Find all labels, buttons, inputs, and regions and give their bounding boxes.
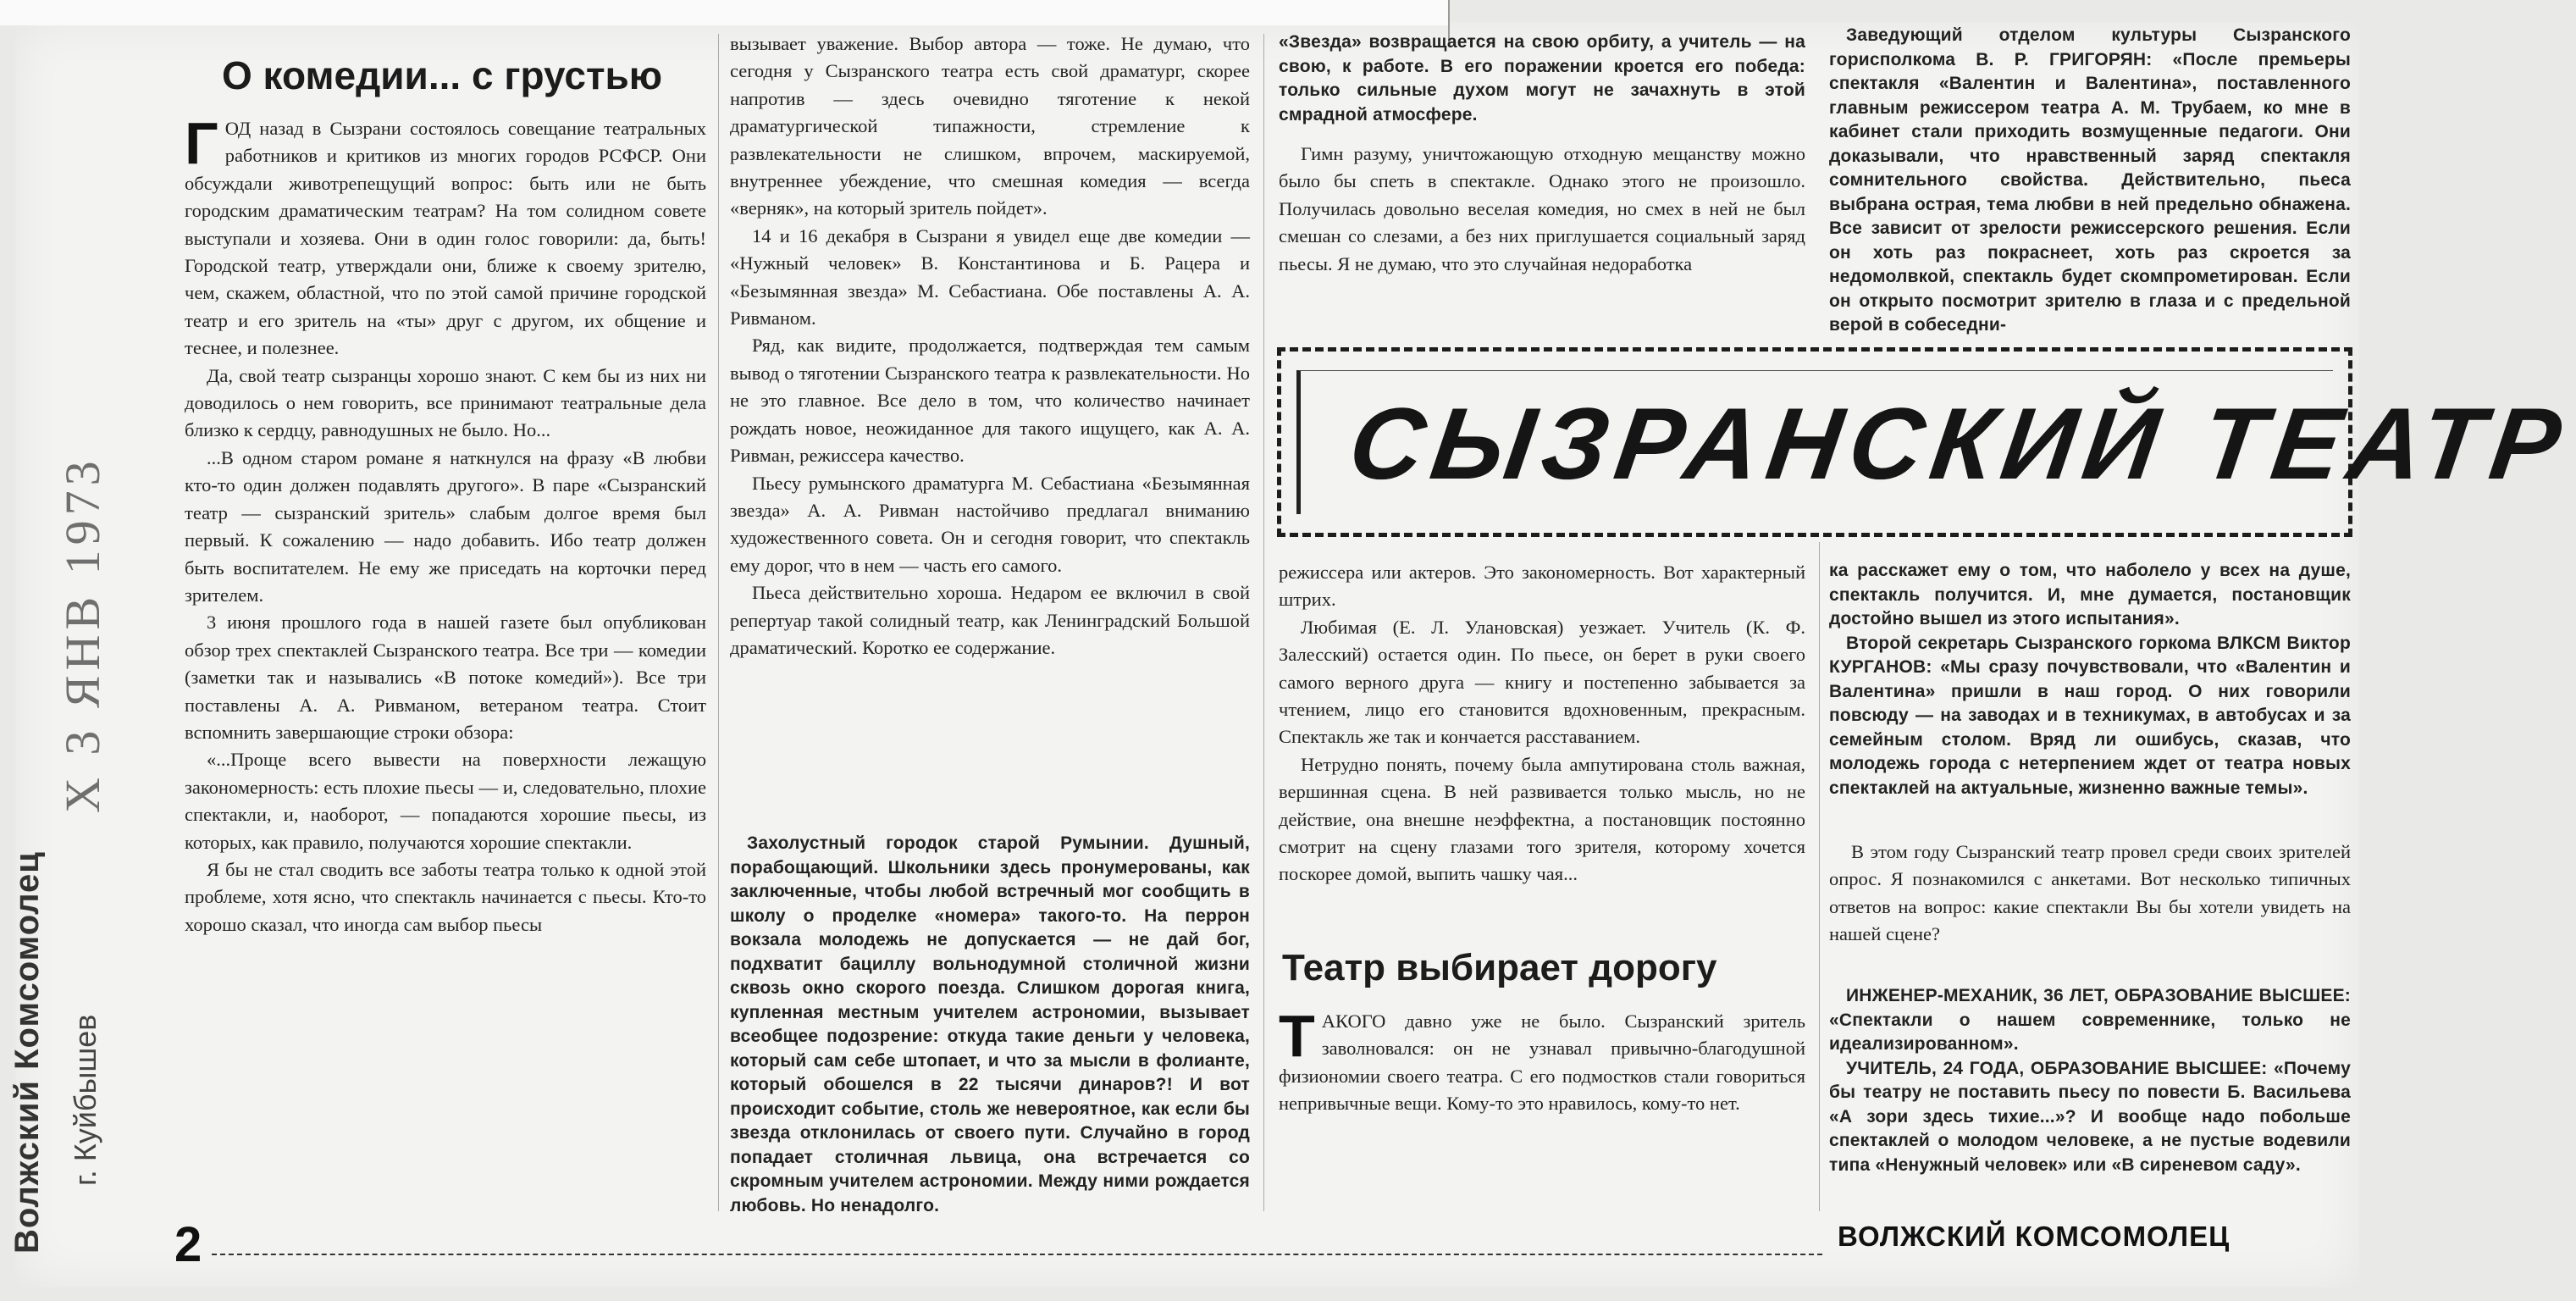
quote-kurganov: Второй секретарь Сызранского горкома ВЛКСМ Виктор КУРГАНОВ: «Мы сразу почувствовали, что «Валентин и Валентина» пришли в наш город. О них говорили повсюду — на заводах и в техникумах, в автобусах и за семейным столом. Вряд ли ошибусь, сказав, что молодежь города с нетерпением ждет от театра новых спектаклей на актуальные, жизненно важные темы».: [1829, 633, 2351, 798]
paragraph: 14 и 16 декабря в Сызрани я увидел еще две комедии — «Нужный человек» В. Константинова и Б. Рацера и «Безымянная звезда» М. Себастиана. Обе поставлены А. А. Ривманом.: [730, 224, 1250, 329]
column-3-right-article: [1279, 1003, 1805, 1118]
column-3-bottom: [1279, 559, 1805, 889]
column-divider: [1819, 542, 1820, 1211]
column-2: [730, 30, 1250, 662]
article-title-left: О комедии... с грустью: [222, 53, 663, 97]
column-4-bottom: [1829, 559, 2351, 800]
banner-title: СЫЗРАНСКИЙ ТЕАТР: [1342, 387, 2576, 501]
paragraph: Я бы не стал сводить все заботы театра только к одной этой проблеме, хотя ясно, что спектакль начинается с пьесы. Кто-то хорошо сказал, что иногда сам выбор пьесы: [185, 858, 706, 935]
drop-cap: Т: [1279, 1003, 1315, 1069]
paragraph: вызывает уважение. Выбор автора — тоже. Не думаю, что сегодня у Сызранского театра есть свой драматург, скорее напротив — здесь очевидно тяготение к некой драматургической типажности, стремление к развлекательности не слишком, впрочем, маскируемой, внутреннее убеждение, что смешная комедия — всегда «верняк», на который зритель пойдет».: [730, 33, 1250, 219]
paragraph: «Звезда» возвращается на свою орбиту, а учитель — на свою, к работе. В его поражении кроется его победа: только сильные духом могут не зачахнуть в этой смрадной атмосфере.: [1279, 32, 1805, 125]
column-4-survey-answers: [1829, 984, 2351, 1177]
page-number: 2: [174, 1217, 202, 1272]
paragraph: 3 июня прошлого года в нашей газете был опубликован обзор трех спектаклей Сызранского театра. Все три — комедии (заметки так и назывались «В потоке комедий»). Все три поставлены А. А. Ривманом, ветераном театра. Стоит вспомнить завершающие строки обзора:: [185, 612, 706, 743]
paragraph: режиссера или актеров. Это закономерность. Вот характерный штрих.: [1279, 562, 1805, 611]
column-divider: [1263, 34, 1264, 1211]
paragraph: ГОД назад в Сызрани состоялось совещание театральных работников и критиков из многих городов РСФСР. Они обсуждали животрепещущий вопрос: быть или не быть городским драматическим театрам? На том солидном совете выступали и хозяева. Они в один голос говорили: да, быть! Городской театр, утверждали они, ближе к своему зрителю, чем, скажем, областной, что по этой самой причине городской театр и его зритель на «ты» друг с другом, их общение и теснее, и полезнее.: [185, 110, 706, 359]
column-3-top: [1279, 141, 1805, 278]
column-3-top-bold: [1279, 30, 1805, 127]
column-4-survey-intro: [1829, 839, 2351, 949]
paragraph: Любимая (Е. Л. Улановская) уезжает. Учитель (К. Ф. Залесский) остается один. По пьесе, он берет в руки своего самого верного друга — книгу и постепенно забывается за чтением, лицо его становится вдохновенным, прекрасным. Спектакль же так и кончается расставанием.: [1279, 616, 1805, 748]
paragraph: ТАКОГО давно уже не было. Сызранский зритель заволновался: он не узнавал привычно-благодушной физиономии своего театра. С его подмостков стали говориться непривычные вещи. Кому-то это нравилось, кому-то нет.: [1279, 1003, 1805, 1115]
city-name-vertical: г. Куйбышев: [68, 1014, 102, 1186]
column-2-synopsis: [730, 832, 1250, 1218]
paragraph: Нетрудно понять, почему была ампутирована столь важная, вершинная сцена. В ней развивается только мысль, но не действие, она внешне неэффектна, а постановщик постоянно смотрит на сцену глазами того зрителя, которому хочется поскорее домой, выпить чашку чая...: [1279, 753, 1805, 885]
paragraph: В этом году Сызранский театр провел среди своих зрителей опрос. Я познакомился с анкетами. Вот несколько типичных ответов на вопрос: какие спектакли Вы бы хотели увидеть на нашей сцене?: [1829, 841, 2351, 945]
paragraph: Ряд, как видите, продолжается, подтверждая тем самым вывод о тяготении Сызранского театра к развлекательности. Но не это главное. Все дело в том, что количество начинает рождать новое, неожиданное для такого ищущего, как А. А. Ривман, режиссера качество.: [730, 335, 1250, 467]
column-4-top-quote: [1829, 24, 2351, 338]
paragraph: Да, свой театр сызранцы хорошо знают. С кем бы из них ни доводилось о нем говорить, все принимают театральные дела близко к сердцу, равнодушных не было. Но...: [185, 364, 706, 441]
newspaper-name-vertical: Волжский Комсомолец: [8, 851, 46, 1254]
paragraph: Гимн разуму, уничтожающую отходную мещанству можно было бы спеть в спектакле. Однако этого не произошло. Получилась довольно веселая комедия, но смех в ней не был смешан со слезами, а без них приглушается социальный заряд пьесы. Я не думаю, что это случайная недоработка: [1279, 143, 1805, 274]
paragraph: ...В одном старом романе я наткнулся на фразу «В любви кто-то один должен подавлять другого». В паре «Сызранский театр — сызранский зритель» слабым долгое время был первый. К сожалению — надо добавить. Ибо театр должен быть воспитателем. Не ему же приседать на корточки перед зрителем.: [185, 446, 706, 606]
quote-continuation: ка расскажет ему о том, что наболело у всех на душе, спектакль получится. И, мне думается, постановщик достойно вышел из этого испытания».: [1829, 561, 2351, 628]
survey-answer: УЧИТЕЛЬ, 24 ГОДА, ОБРАЗОВАНИЕ ВЫСШЕЕ: «Почему бы театру не поставить пьесу по повести Б. Васильева «А зори здесь тихие...»? И вообще надо побольше спектаклей о молодом человеке, а не пустые водевили типа «Ненужный человек» или «В сиреневом саду».: [1829, 1058, 2351, 1175]
column-1: [185, 110, 706, 938]
quote-grigoryan: Заведующий отделом культуры Сызранского горисполкома В. Р. ГРИГОРЯН: «После премьеры спектакля «Валентин и Валентина», поставленного главным режиссером театра А. М. Трубаем, ко мне в кабинет стали приходить возмущенные педагоги. Они доказывали, что нравственный заряд спектакля сомнительного свойства. Действительно, пьеса выбрана острая, тема любви в ней предельно обнажена. Все зависит от зрелости режиссерского решения. Если он хоть раз покраснеет, хоть раз скроется за недомолвкой, спектакль будет скомпрометирован. Если он открыто посмотрит зрителю в глаза и с предельной верой в собеседни-: [1829, 25, 2351, 335]
footer-rule: [212, 1254, 1822, 1255]
drop-cap: Г: [185, 110, 218, 176]
survey-answer: ИНЖЕНЕР-МЕХАНИК, 36 ЛЕТ, ОБРАЗОВАНИЕ ВЫСШЕЕ: «Спектакли о нашем современнике, только не идеализированном».: [1829, 986, 2351, 1054]
paragraph: Пьеса действительно хороша. Недаром ее включил в свой репертуар такой солидный театр, как Ленинградский Большой драматический. Коротко ее содержание.: [730, 582, 1250, 658]
column-divider: [718, 34, 719, 1211]
paragraph: «...Проще всего вывести на поверхности лежащую закономерность: есть плохие пьесы — и, следовательно, плохие спектакли, и, наоборот, — попадаются хорошие пьесы, из которых, как правило, получаются хорошие спектакли.: [185, 749, 706, 853]
synopsis-text: Захолустный городок старой Румынии. Душный, порабощающий. Школьники здесь пронумерованы, как заключенные, чтобы любой встречный мог сообщить в школу о проделке «номера» такого-то. На перрон вокзала молодежь не допускается — не дай бог, подхватит бациллу вольнодумной столичной жизни сквозь окно скорого поезда. Слишком дорогая книга, купленная местным учителем астрономии, вызывает всеобщее подозрение: откуда такие деньги у человека, который сам себе штопает, и что за мысли в фолианте, который обошелся в 22 тысячи динаров?! И вот происходит событие, столь же невероятное, как если бы звезда отклонилась от своего пути. Случайно в город попадает столичная львица, она встречается со скромным учителем астрономии. Между ними рождается любовь. Но ненадолго.: [730, 833, 1250, 1215]
article-title-right: Театр выбирает дорогу: [1282, 947, 1717, 988]
newspaper-name-footer: ВОЛЖСКИЙ КОМСОМОЛЕЦ: [1838, 1221, 2231, 1252]
date-stamp: Х 3 ЯНВ 1973: [55, 456, 110, 813]
paragraph: Пьесу румынского драматурга М. Себастиана «Безымянная звезда» А. А. Ривман настойчиво предлагал вниманию художественного совета. Он и сегодня говорит, что спектакль ему дорог, что в нем — часть его самого.: [730, 472, 1250, 576]
section-banner: [1277, 347, 2576, 537]
torn-top-edge: [0, 0, 1448, 25]
